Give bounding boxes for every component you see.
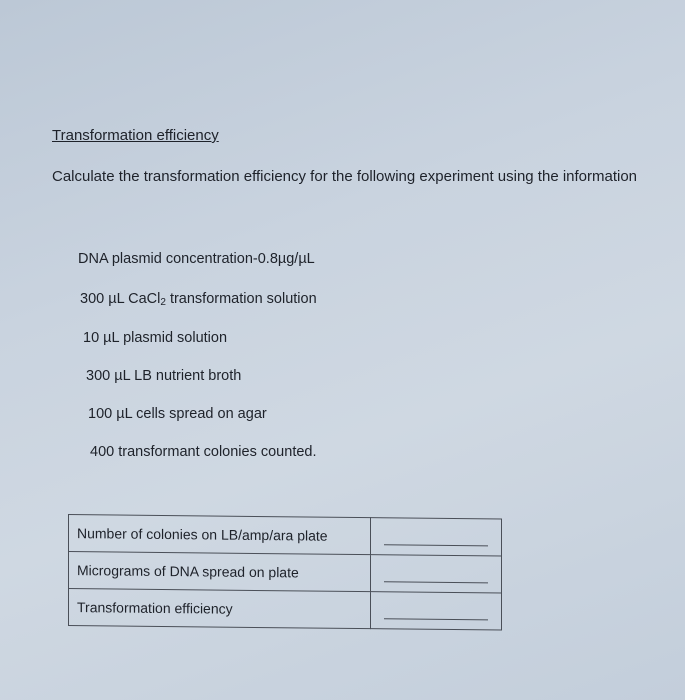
answer-line: [384, 581, 488, 583]
table-row: [69, 515, 502, 557]
answer-line: [384, 618, 488, 620]
given-item-colonies-counted: 400 transformant colonies counted.: [90, 444, 317, 460]
answer-cell-micrograms[interactable]: [371, 555, 502, 593]
table-row: [69, 552, 502, 594]
given-item-lb-broth: 300 µL LB nutrient broth: [86, 368, 242, 384]
instruction-text: Calculate the transformation efficiency for the following experiment using the information: [52, 168, 638, 185]
cacl2-text-after: transformation solution: [165, 291, 317, 307]
answer-cell-colonies[interactable]: [371, 518, 502, 556]
answer-line: [384, 544, 488, 546]
table-row: [69, 589, 502, 631]
results-table: [68, 514, 502, 631]
cacl2-text-before: 300 µL CaCl: [80, 291, 161, 307]
answer-cell-efficiency[interactable]: [371, 592, 502, 630]
given-item-plasmid-solution: 10 µL plasmid solution: [83, 330, 228, 346]
given-item-dna-concentration: DNA plasmid concentration-0.8µg/µL: [78, 251, 315, 267]
row-label-colonies: Number of colonies on LB/amp/ara plate: [69, 515, 371, 555]
row-label-micrograms: Micrograms of DNA spread on plate: [69, 552, 371, 592]
cacl2-subscript: 2: [160, 297, 166, 308]
row-label-efficiency: Transformation efficiency: [69, 589, 371, 629]
section-heading: Transformation efficiency: [52, 127, 219, 144]
given-item-cacl2-solution: [80, 291, 317, 308]
given-item-cells-spread: 100 µL cells spread on agar: [88, 406, 267, 422]
